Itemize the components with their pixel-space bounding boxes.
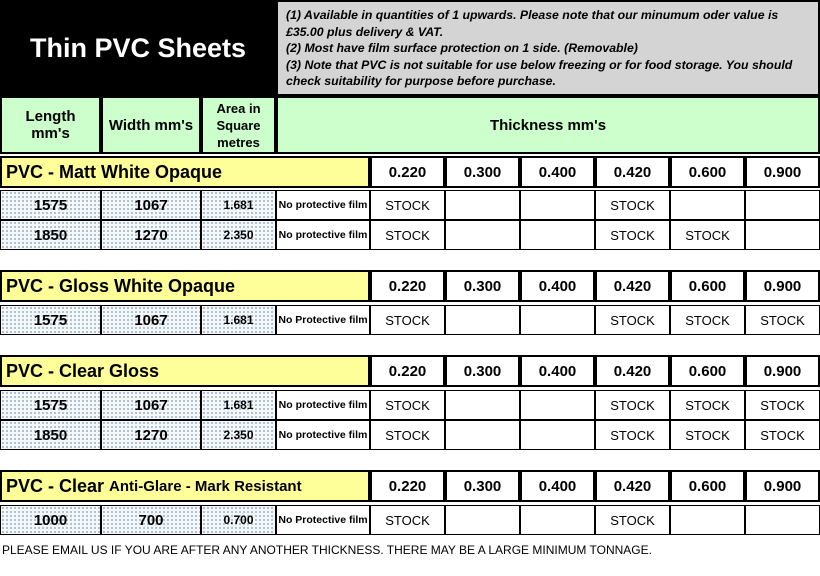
stock-cell — [445, 420, 520, 450]
thickness-header-cell: 0.220 — [370, 355, 445, 387]
section-label — [0, 156, 370, 188]
film-note-cell: No protective film — [276, 420, 370, 450]
stock-cell: STOCK — [745, 420, 820, 450]
film-note-cell: No protective film — [276, 390, 370, 420]
section-label — [0, 270, 370, 302]
area-cell: 1.681 — [201, 190, 276, 220]
film-note-cell: No protective film — [276, 220, 370, 250]
thickness-header-cell: 0.600 — [670, 270, 745, 302]
thickness-header-cell: 0.600 — [670, 470, 745, 502]
thickness-header-cell: 0.300 — [445, 470, 520, 502]
stock-cell: STOCK — [595, 305, 670, 335]
page-title: Thin PVC Sheets — [0, 0, 276, 96]
thickness-header-cell: 0.400 — [520, 355, 595, 387]
stock-cell — [520, 505, 595, 535]
thickness-header-cell: 0.420 — [595, 470, 670, 502]
width-cell: 1067 — [101, 390, 201, 420]
thickness-header-cell: 0.300 — [445, 355, 520, 387]
thickness-header-cell: 0.900 — [745, 270, 820, 302]
area-cell: 0.700 — [201, 505, 276, 535]
header-length: Length mm's — [0, 96, 101, 154]
stock-cell — [520, 220, 595, 250]
thickness-header-cell: 0.220 — [370, 156, 445, 188]
thickness-header-cell: 0.600 — [670, 156, 745, 188]
film-note-cell: No protective film — [276, 190, 370, 220]
area-cell: 2.350 — [201, 220, 276, 250]
thickness-header-cell: 0.220 — [370, 470, 445, 502]
stock-cell: STOCK — [595, 220, 670, 250]
stock-cell: STOCK — [370, 505, 445, 535]
thickness-header-cell: 0.420 — [595, 156, 670, 188]
section-label-text: PVC - Gloss White Opaque — [6, 275, 236, 296]
footer-note: PLEASE EMAIL US IF YOU ARE AFTER ANY ANOTHER THICKNESS. THERE MAY BE A LARGE MINIMUM TONNAGE. — [2, 543, 652, 557]
stock-cell: STOCK — [370, 420, 445, 450]
stock-cell: STOCK — [670, 305, 745, 335]
length-cell: 1000 — [0, 505, 101, 535]
stock-cell — [445, 220, 520, 250]
thickness-header-cell: 0.300 — [445, 156, 520, 188]
thickness-header-cell: 0.420 — [595, 355, 670, 387]
section-label — [0, 470, 370, 502]
note-2: (2) Most have film surface protection on 1 side. (Removable) — [286, 41, 638, 55]
area-cell: 1.681 — [201, 305, 276, 335]
stock-cell: STOCK — [745, 305, 820, 335]
section-label — [0, 355, 370, 387]
stock-cell: STOCK — [595, 420, 670, 450]
stock-cell: STOCK — [370, 190, 445, 220]
header-thickness: Thickness mm's — [276, 96, 820, 154]
stock-cell — [670, 505, 745, 535]
note-3: (3) Note that PVC is not suitable for use below freezing or for food storage. You should check suitability for purpose before purchase. — [286, 57, 793, 88]
length-cell: 1575 — [0, 190, 101, 220]
area-cell: 1.681 — [201, 390, 276, 420]
stock-cell: STOCK — [595, 190, 670, 220]
section-label-subtext: Anti-Glare - Mark Resistant — [109, 477, 302, 495]
thickness-header-cell: 0.600 — [670, 355, 745, 387]
stock-cell: STOCK — [595, 505, 670, 535]
stock-cell — [520, 390, 595, 420]
notes-panel — [276, 0, 820, 96]
width-cell: 1067 — [101, 190, 201, 220]
length-cell: 1575 — [0, 390, 101, 420]
stock-cell: STOCK — [370, 305, 445, 335]
film-note-cell: No Protective film — [276, 505, 370, 535]
stock-cell: STOCK — [745, 390, 820, 420]
note-1: (1) Available in quantities of 1 upwards. Please note that our minumum oder value is £35.00 plus delivery & VAT. — [286, 8, 779, 39]
thickness-header-cell: 0.900 — [745, 355, 820, 387]
length-cell: 1850 — [0, 420, 101, 450]
stock-cell: STOCK — [670, 420, 745, 450]
length-cell: 1850 — [0, 220, 101, 250]
stock-cell: STOCK — [370, 390, 445, 420]
width-cell: 1270 — [101, 220, 201, 250]
stock-cell — [520, 420, 595, 450]
stock-cell — [445, 305, 520, 335]
thickness-header-cell: 0.220 — [370, 270, 445, 302]
stock-cell — [670, 190, 745, 220]
width-cell: 1270 — [101, 420, 201, 450]
stock-cell — [745, 220, 820, 250]
header-width: Width mm's — [101, 96, 201, 154]
stock-cell: STOCK — [670, 220, 745, 250]
header-area: Area in Square metres — [201, 96, 276, 154]
thickness-header-cell: 0.400 — [520, 270, 595, 302]
area-cell: 2.350 — [201, 420, 276, 450]
stock-cell: STOCK — [595, 390, 670, 420]
thickness-header-cell: 0.400 — [520, 470, 595, 502]
section-label-text: PVC - Matt White Opaque — [6, 161, 222, 182]
stock-cell — [445, 190, 520, 220]
section-label-text: PVC - Clear Gloss — [6, 360, 160, 381]
thickness-header-cell: 0.900 — [745, 156, 820, 188]
thickness-header-cell: 0.420 — [595, 270, 670, 302]
stock-cell — [445, 390, 520, 420]
stock-cell: STOCK — [370, 220, 445, 250]
length-cell: 1575 — [0, 305, 101, 335]
width-cell: 1067 — [101, 305, 201, 335]
stock-cell — [445, 505, 520, 535]
stock-cell — [520, 190, 595, 220]
width-cell: 700 — [101, 505, 201, 535]
stock-cell: STOCK — [670, 390, 745, 420]
thickness-header-cell: 0.400 — [520, 156, 595, 188]
stock-cell — [745, 190, 820, 220]
film-note-cell: No Protective film — [276, 305, 370, 335]
section-label-text: PVC - Clear — [6, 475, 105, 496]
stock-cell — [520, 305, 595, 335]
stock-cell — [745, 505, 820, 535]
thickness-header-cell: 0.300 — [445, 270, 520, 302]
thickness-header-cell: 0.900 — [745, 470, 820, 502]
